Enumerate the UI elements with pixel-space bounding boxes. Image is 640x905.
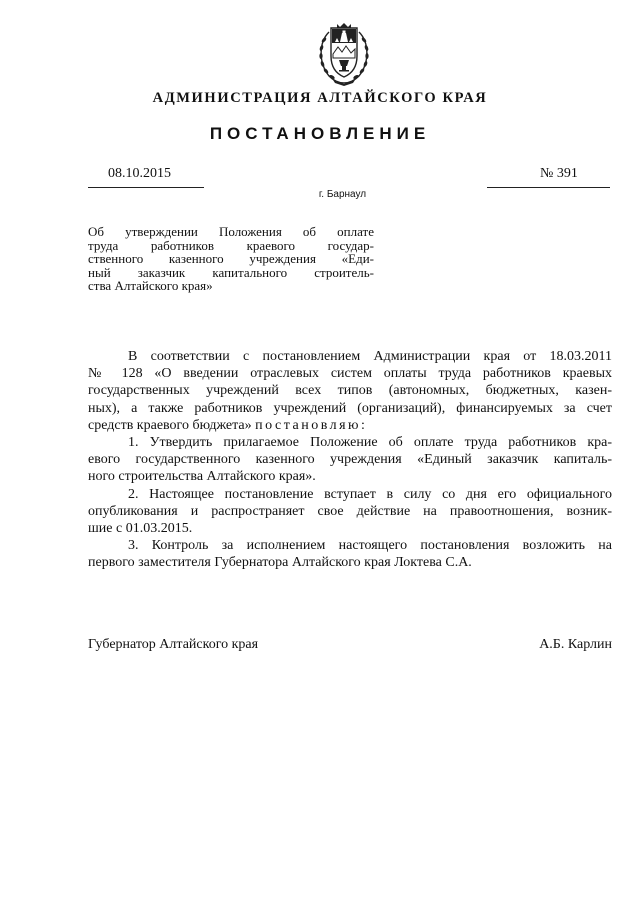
decree-word: постановляю: bbox=[255, 417, 368, 433]
item-3-line: 3. Контроль за исполнением настоящего постановления возложить на bbox=[128, 538, 612, 554]
item-1-line: 1. Утвердить прилагаемое Положение об оплате труда работников кра- bbox=[128, 434, 612, 450]
signatory-title: Губернатор Алтайского края bbox=[88, 637, 259, 652]
subject-line: ственного казенного учреждения «Еди- bbox=[88, 251, 374, 266]
document-body bbox=[88, 348, 612, 571]
item-1-line: евого государственного казенного учреждения «Единый заказчик капиталь- bbox=[88, 452, 612, 468]
city-label: г. Барнаул bbox=[318, 189, 367, 200]
preamble-line: В соответствии с постановлением Администрации края от 18.03.2011 bbox=[128, 349, 612, 364]
preamble-line: средств краевого бюджета» bbox=[88, 417, 252, 433]
item-2-line: опубликования и распространяет свое действие на правоотношения, возник- bbox=[88, 503, 612, 519]
preamble-line: государственных учреждений всех типов (автономных, бюджетных, казен- bbox=[88, 383, 612, 399]
preamble-line: ных), а также работников учреждений (организаций), финансируемых за счет bbox=[88, 400, 612, 416]
item-3-line: первого заместителя Губернатора Алтайского края Локтева С.А. bbox=[88, 555, 472, 571]
item-2-line: шие с 01.03.2015. bbox=[88, 520, 193, 536]
subject-line: ства Алтайского края» bbox=[88, 278, 213, 293]
coat-of-arms-icon bbox=[315, 20, 373, 86]
item-2-line: 2. Настоящее постановление вступает в силу со дня его официального bbox=[128, 486, 612, 502]
document-subject bbox=[88, 225, 374, 293]
subject-line: Об утверждении Положения об оплате bbox=[88, 224, 374, 239]
preamble-line: № 128 «О введении отраслевых систем оплаты труда работников краевых bbox=[88, 366, 612, 382]
subject-line: труда работников краевого государ- bbox=[88, 237, 374, 253]
document-number: № 391 bbox=[540, 166, 578, 181]
issuing-authority: АДМИНИСТРАЦИЯ АЛТАЙСКОГО КРАЯ bbox=[152, 90, 488, 106]
signatory-name: А.Б. Карлин bbox=[539, 637, 612, 652]
preamble-last-line bbox=[88, 417, 612, 434]
item-1-line: ного строительства Алтайского края». bbox=[88, 469, 316, 485]
subject-line: ный заказчик капитального строитель- bbox=[88, 264, 374, 280]
document-type-heading: ПОСТАНОВЛЕНИЕ bbox=[209, 124, 431, 143]
document-date: 08.10.2015 bbox=[108, 166, 171, 181]
